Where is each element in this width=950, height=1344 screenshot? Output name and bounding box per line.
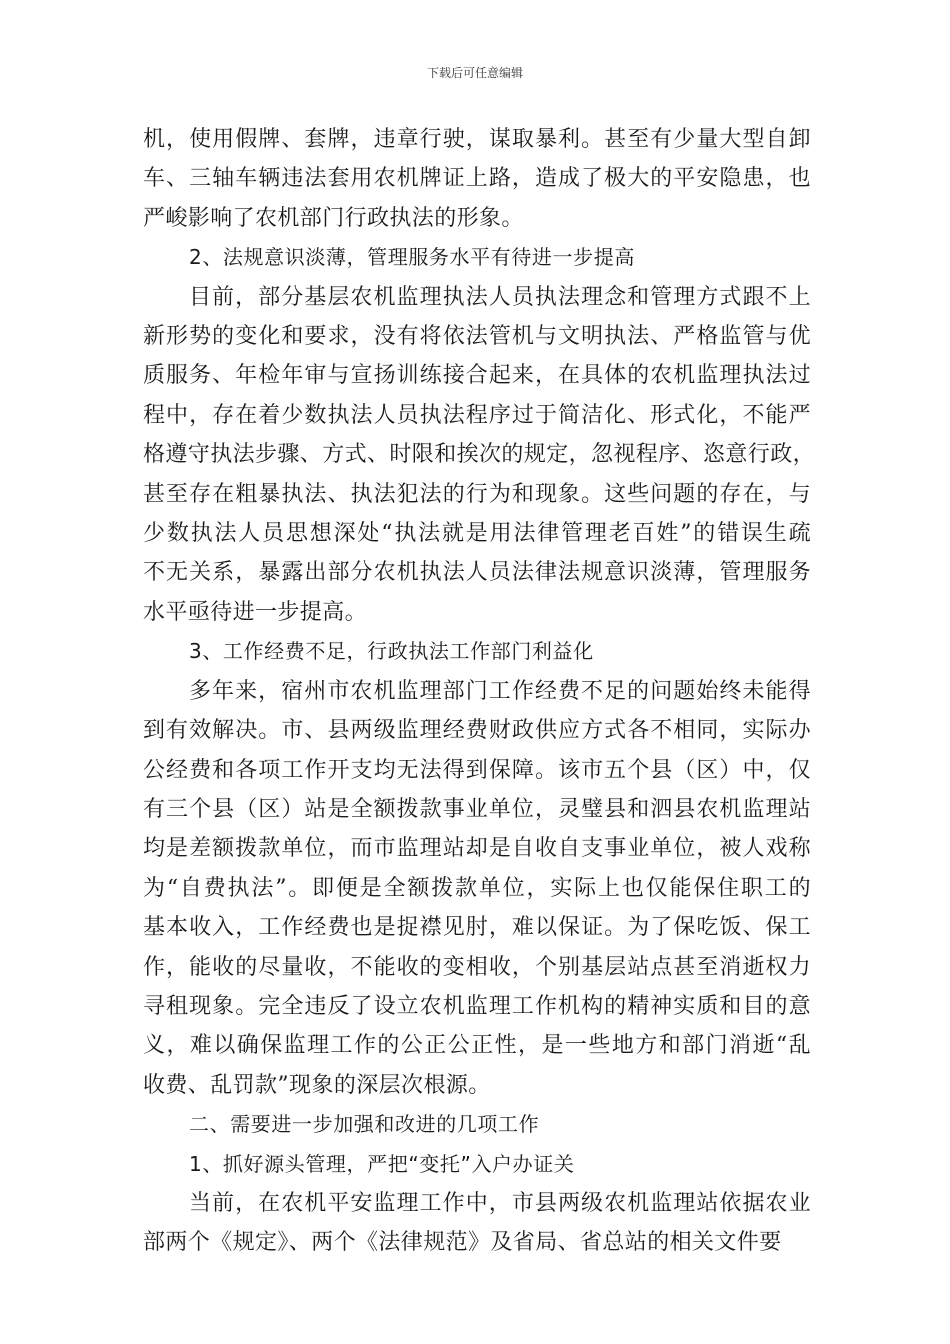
paragraph-line: 义，难以确保监理工作的公正公正性，是一些地方和部门消逝“乱 — [143, 1033, 811, 1059]
body-paragraph — [143, 672, 811, 1105]
paragraph-line: 有三个县（区）站是全额拨款事业单位，灵璧县和泗县农机监理站 — [143, 796, 811, 822]
section-heading: 二、需要进一步加强和改进的几项工作 — [189, 1112, 540, 1137]
paragraph-line: 新形势的变化和要求，没有将依法管机与文明执法、严格监管与优 — [143, 324, 811, 350]
paragraph-line: 严峻影响了农机部门行政执法的形象。 — [143, 205, 524, 231]
paragraph-line: 程中，存在着少数执法人员执法程序过于简洁化、形式化，不能严 — [143, 402, 811, 428]
paragraph-line: 收费、乱罚款”现象的深层次根源。 — [143, 1072, 491, 1098]
paragraph-line: 作，能收的尽量收，不能收的变相收，个别基层站点甚至消逝权力 — [143, 954, 811, 980]
paragraph-line: 水平亟待进一步提高。 — [143, 599, 368, 625]
section-heading: 2、法规意识淡薄，管理服务水平有待进一步提高 — [189, 245, 635, 270]
paragraph-line: 寻租现象。完全违反了设立农机监理工作机构的精神实质和目的意 — [143, 993, 811, 1019]
body-paragraph — [143, 120, 811, 238]
section-heading: 1、抓好源头管理，严把“变托”入户办证关 — [189, 1151, 575, 1176]
paragraph-line: 少数执法人员思想深处“执法就是用法律管理老百姓”的错误生疏 — [143, 521, 811, 547]
paragraph-line: 车、三轴车辆违法套用农机牌证上路，造成了极大的平安隐患，也 — [143, 166, 811, 192]
body-paragraph — [143, 278, 816, 633]
paragraph-line: 部两个《规定》、两个《法律规范》及省局、省总站的相关文件要 — [143, 1230, 782, 1256]
paragraph-line: 基本收入，工作经费也是捉襟见肘，难以保证。为了保吃饭、保工 — [143, 915, 811, 941]
paragraph-line: 质服务、年检年审与宣扬训练接合起来，在具体的农机监理执法过 — [143, 363, 811, 389]
paragraph-line: 均是差额拨款单位，而市监理站却是自收自支事业单位，被人戏称 — [143, 836, 811, 862]
paragraph-line: 当前，在农机平安监理工作中，市县两级农机监理站依据农业 — [189, 1190, 811, 1216]
body-paragraph — [143, 1184, 811, 1263]
paragraph-line: 公经费和各项工作开支均无法得到保障。该市五个县（区）中，仅 — [143, 757, 811, 783]
paragraph-line: 目前，部分基层农机监理执法人员执法理念和管理方式跟不上 — [189, 284, 811, 310]
section-heading: 3、工作经费不足，行政执法工作部门利益化 — [189, 639, 594, 664]
paragraph-line: 不无关系，暴露出部分农机执法人员法律法规意识淡薄，管理服务 — [143, 560, 811, 586]
paragraph-line: 格遵守执法步骤、方式、时限和挨次的规定，忽视程序、恣意行政， — [143, 442, 816, 468]
paragraph-line: 为“自费执法”。即便是全额拨款单位，实际上也仅能保住职工的 — [143, 875, 811, 901]
paragraph-line: 多年来，宿州市农机监理部门工作经费不足的问题始终未能得 — [189, 678, 811, 704]
document-body — [143, 120, 816, 1263]
paragraph-line: 机，使用假牌、套牌，违章行驶，谋取暴利。甚至有少量大型自卸 — [143, 127, 811, 152]
page-header: 下载后可任意编辑 — [426, 66, 523, 80]
paragraph-line: 甚至存在粗暴执法、执法犯法的行为和现象。这些问题的存在，与 — [143, 481, 811, 507]
paragraph-line: 到有效解决。市、县两级监理经费财政供应方式各不相同，实际办 — [143, 718, 811, 744]
